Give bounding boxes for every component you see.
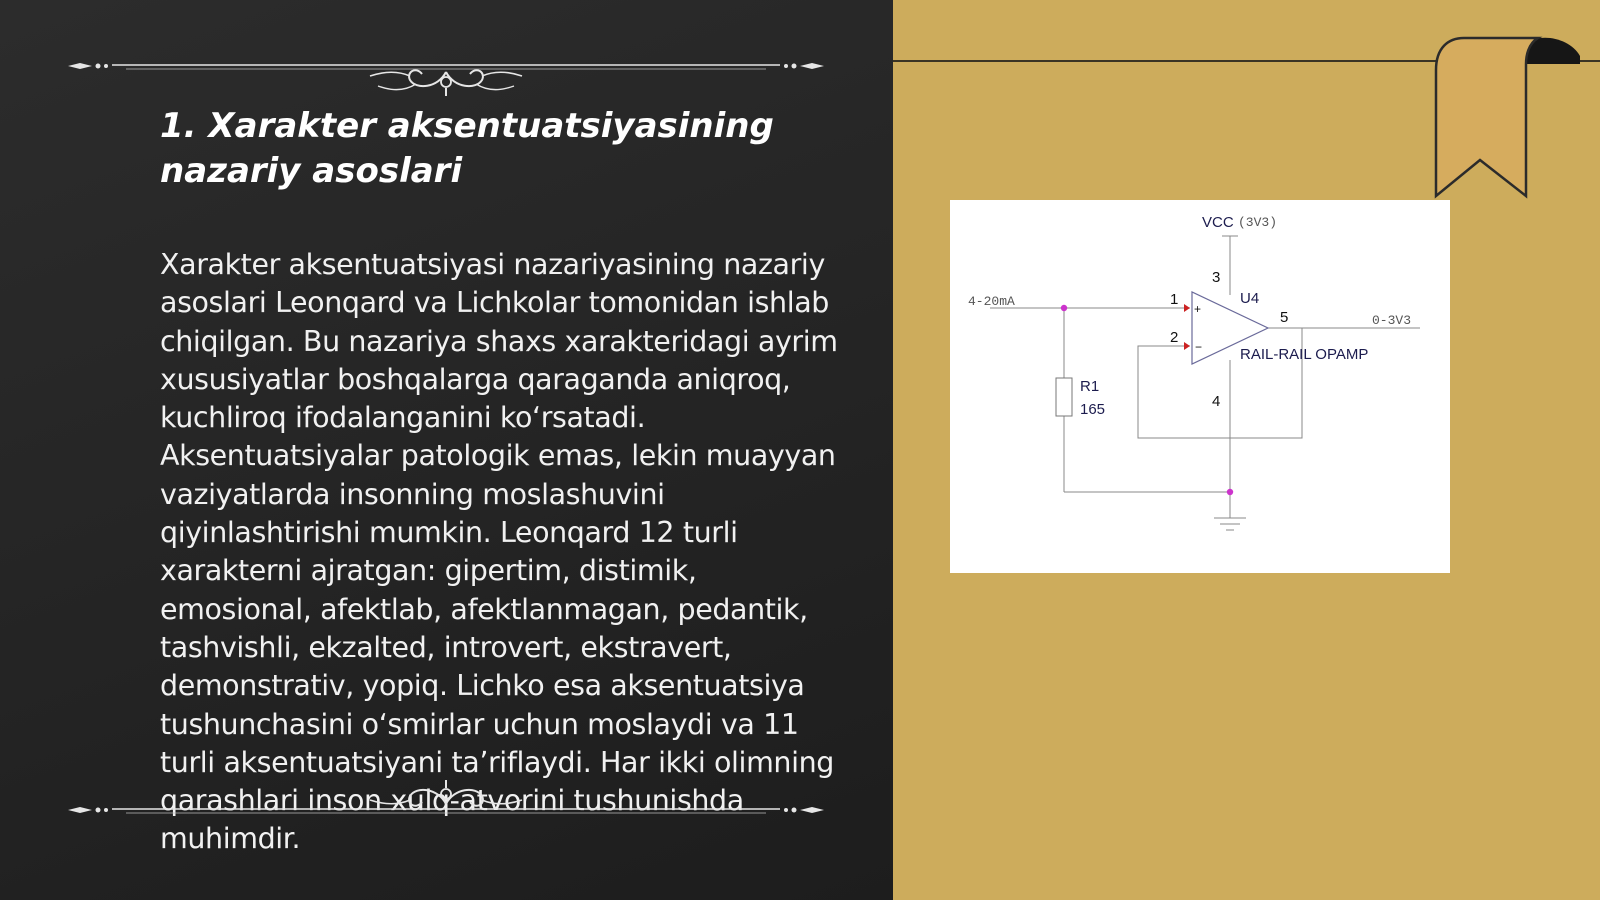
pin1-arrow <box>1184 304 1190 312</box>
node-dot <box>1061 305 1067 311</box>
opamp-circuit-diagram <box>950 200 1450 573</box>
ornament-divider-icon <box>66 780 826 840</box>
ornament-divider-icon <box>66 36 826 96</box>
resistor-ref: R1 <box>1080 378 1100 395</box>
pin-4-label: 4 <box>1212 393 1221 410</box>
pin-1-label: 1 <box>1170 291 1179 308</box>
minus-sign: − <box>1195 340 1203 354</box>
plus-sign: + <box>1194 302 1202 316</box>
slide-title: 1. Xarakter aksentuatsiyasining nazariy asoslari <box>160 106 774 191</box>
circuit-schematic <box>950 200 1450 573</box>
opamp-ref: U4 <box>1240 290 1260 307</box>
resistor-symbol <box>1056 378 1072 416</box>
slide-body-text: Xarakter aksentuatsiyasi nazariyasining nazariy asoslari Leonqard va Lichkolar tomonidan ishlab chiqilgan. Bu nazariya shaxs xarakteridagi ayrim xususiyatlar boshqalarga qaraganda aniqroq, kuchliroq ifodalanganini koʻrsatadi. Aksentuatsiyalar patologik emas, lekin muayyan vaziyatlarda insonning moslashuvini qiyinlashtirishi mumkin. Leonqard 12 turli xarakterni ajratgan: gipertim, distimik, emosional, afektlab, afektlanmagan, pedantik, tashvishli, ekzalted, introvert, ekstravert, demonstrativ, yopiq. Lichko esa aksentuatsiya tushunchasini oʻsmirlar uchun moslaydi va 11 turli aksentuatsiyani taʼriflaydi. Har ikki olimning qarashlari inson xulq-atvorini tushunishda muhimdir. <box>160 248 838 856</box>
pin2-arrow <box>1184 342 1190 350</box>
vcc-label: VCC <box>1202 214 1234 231</box>
opamp-name: RAIL-RAIL OPAMP <box>1240 346 1369 363</box>
bookmark-ribbon-icon <box>1430 34 1600 204</box>
resistor-value: 165 <box>1080 401 1106 418</box>
input-label: 4-20mA <box>968 294 1015 309</box>
pin-5-label: 5 <box>1280 309 1289 326</box>
vcc-value: (3V3) <box>1238 215 1278 230</box>
pin-2-label: 2 <box>1170 329 1179 346</box>
pin-3-label: 3 <box>1212 269 1221 286</box>
node-dot <box>1227 489 1233 495</box>
output-label: 0-3V3 <box>1372 313 1412 328</box>
